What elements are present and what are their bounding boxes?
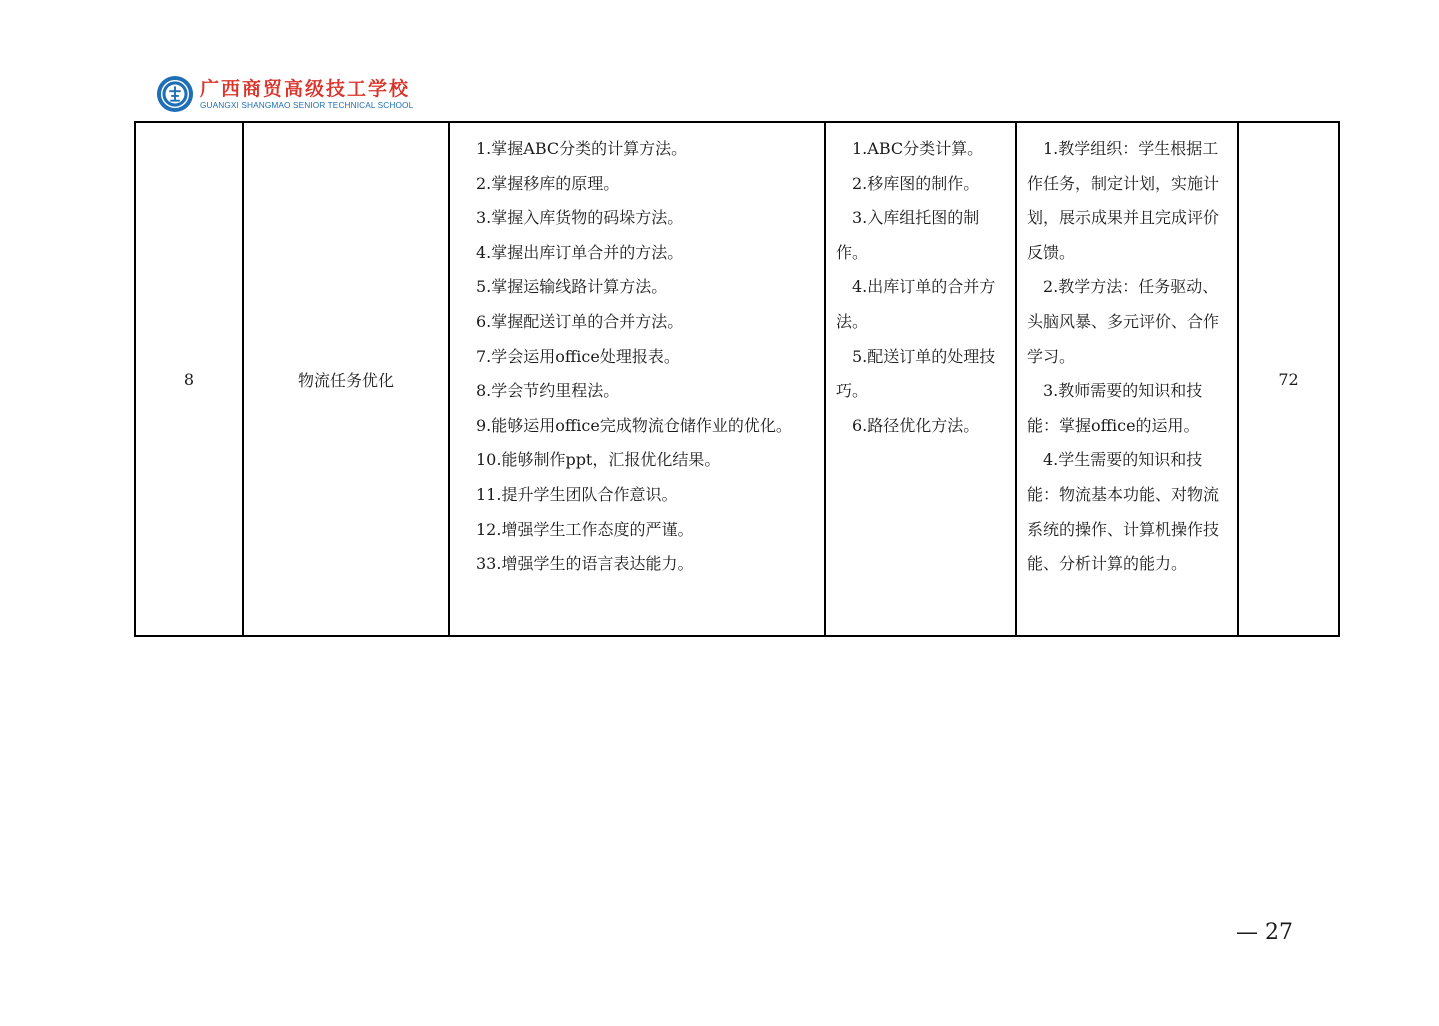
school-header	[156, 74, 413, 114]
list-item: 1.教学组织：学生根据工作任务，制定计划，实施计划，展示成果并且完成评价反馈。	[1027, 139, 1220, 262]
key-points-cell	[825, 122, 1016, 636]
school-name	[200, 78, 413, 110]
goals-list	[450, 123, 824, 582]
course-table	[134, 121, 1340, 637]
list-item: 6.路径优化方法。	[852, 415, 980, 435]
list-item: 8.学会节约里程法。	[476, 381, 620, 401]
school-logo-icon	[156, 75, 194, 113]
list-item: 11.提升学生团队合作意识。	[476, 484, 678, 504]
list-item: 9.能够运用office完成物流仓储作业的优化。	[476, 415, 792, 435]
list-item: 4.掌握出库订单合并的方法。	[476, 242, 684, 262]
list-item: 6.掌握配送订单的合并方法。	[476, 311, 684, 331]
school-name-cn: 广西商贸高级技工学校	[200, 78, 411, 100]
page-number: — 27	[1236, 920, 1293, 945]
key-points-list	[826, 123, 1015, 443]
list-item: 2.教学方法：任务驱动、头脑风暴、多元评价、合作学习。	[1027, 277, 1220, 366]
row-index: 8	[135, 122, 243, 636]
list-item: 3.教师需要的知识和技能：掌握office的运用。	[1027, 381, 1203, 435]
list-item: 12.增强学生工作态度的严谨。	[476, 519, 694, 539]
list-item: 7.学会运用office处理报表。	[476, 346, 680, 366]
hours: 72	[1238, 122, 1339, 636]
list-item: 5.掌握运输线路计算方法。	[476, 277, 668, 297]
teaching-list	[1017, 123, 1237, 582]
teaching-cell	[1016, 122, 1238, 636]
school-name-en: GUANGXI SHANGMAO SENIOR TECHNICAL SCHOOL	[200, 100, 414, 110]
list-item: 5.配送订单的处理技巧。	[836, 346, 996, 401]
goals-cell	[449, 122, 825, 636]
list-item: 1.掌握ABC分类的计算方法。	[476, 139, 688, 158]
list-item: 4.学生需要的知识和技能：物流基本功能、对物流系统的操作、计算机操作技能、分析计算的能力。	[1027, 450, 1220, 574]
list-item: 3.掌握入库货物的码垛方法。	[476, 208, 684, 228]
list-item: 1.ABC分类计算。	[852, 139, 984, 158]
list-item: 33.增强学生的语言表达能力。	[476, 554, 694, 574]
table-row	[135, 122, 1339, 636]
list-item: 3.入库组托图的制作。	[836, 208, 980, 262]
list-item: 2.移库图的制作。	[852, 173, 980, 193]
task-title: 物流任务优化	[243, 122, 449, 636]
list-item: 2.掌握移库的原理。	[476, 173, 620, 193]
list-item: 10.能够制作ppt，汇报优化结果。	[476, 450, 721, 470]
list-item: 4.出库订单的合并方法。	[836, 277, 996, 331]
